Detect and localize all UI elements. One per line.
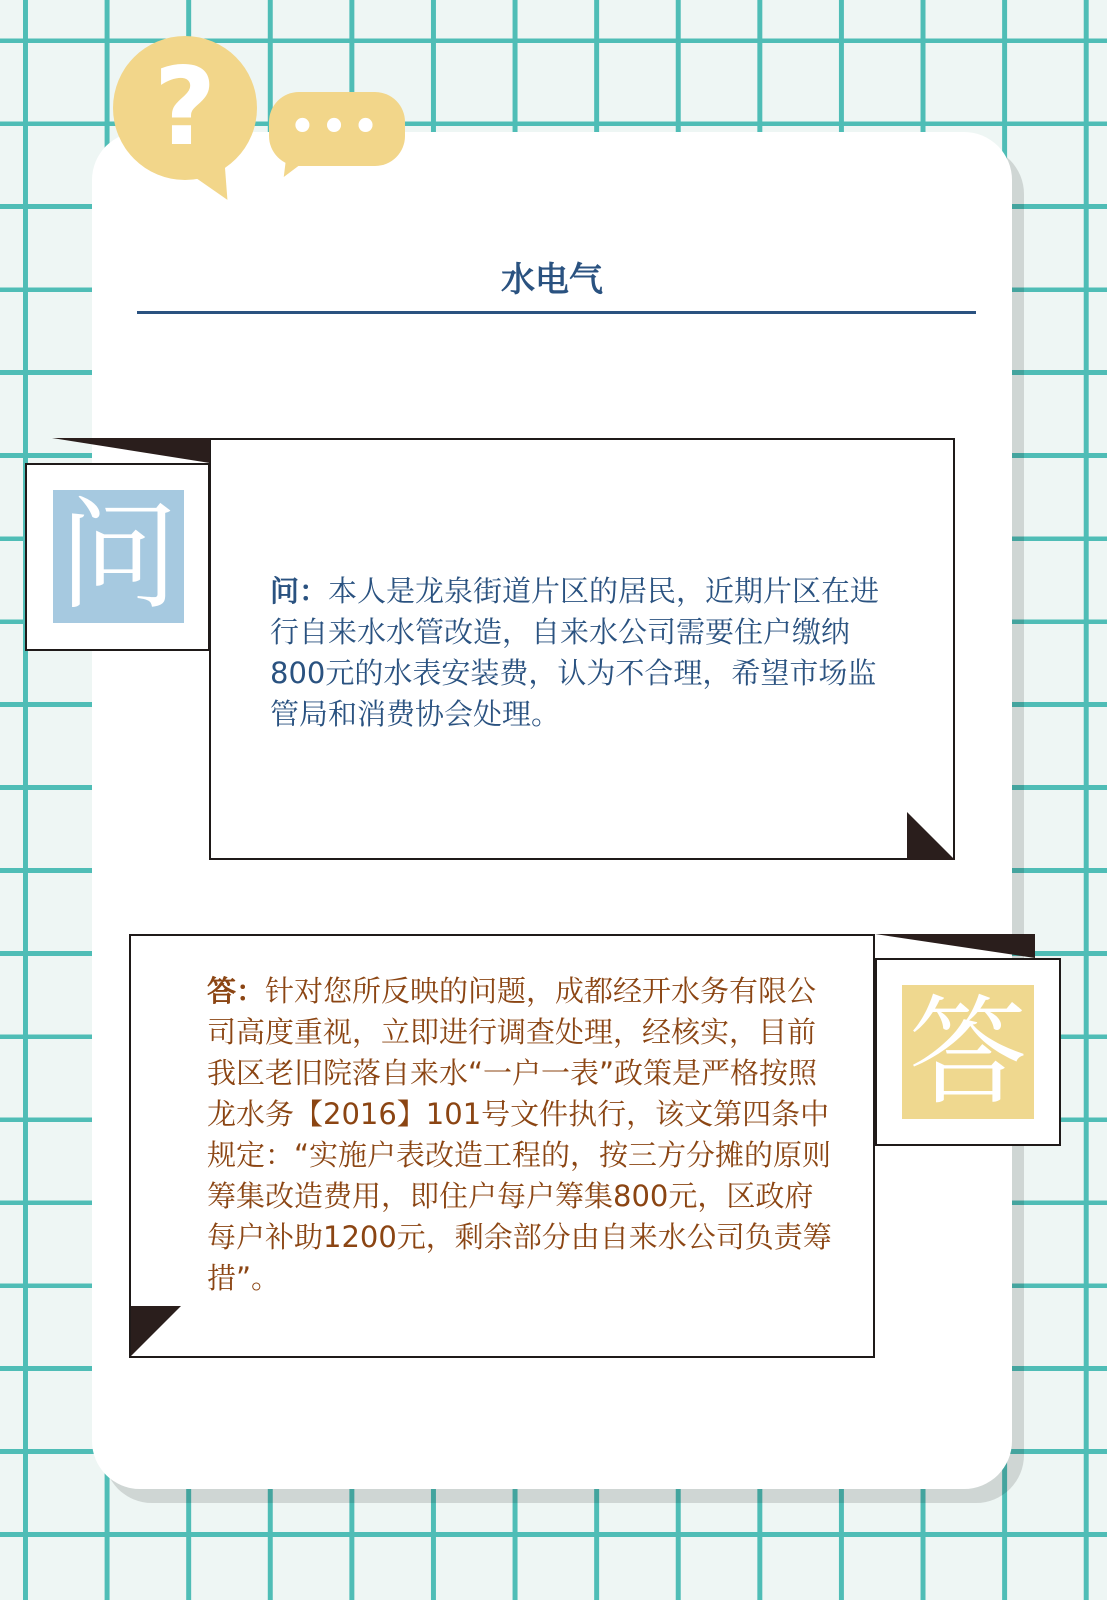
question-body: 本人是龙泉街道片区的居民，近期片区在进行自来水水管改造，自来水公司需要住户缴纳800元的水表安装费，认为不合理，希望市场监管局和消费协会处理。 (270, 574, 880, 731)
question-mark-glyph: ? (153, 45, 217, 170)
answer-box-flap (875, 934, 1035, 958)
answer-prefix: 答： (207, 974, 266, 1008)
answer-text (207, 971, 837, 1299)
title-divider (137, 311, 976, 314)
ellipsis-glyph: ••• (289, 104, 385, 150)
answer-box-corner (131, 1306, 181, 1356)
page-title: 水电气 (501, 260, 603, 300)
question-box-corner (907, 812, 955, 860)
question-text (270, 571, 890, 735)
question-box-flap (52, 438, 210, 463)
answer-body: 针对您所反映的问题，成都经开水务有限公司高度重视，立即进行调查处理，经核实，目前我区老旧院落自来水“一户一表”政策是严格按照龙水务【2016】101号文件执行，该文第四条中规定：“实施户表改造工程的，按三方分摊的原则筹集改造费用，即住户每户筹集800元，区政府每户补助1200元，剩余部分由自来水公司负责筹措”。 (207, 974, 832, 1295)
question-label-tile: 问 (53, 490, 184, 623)
answer-label-tile: 答 (902, 985, 1034, 1119)
question-prefix: 问： (270, 574, 329, 608)
